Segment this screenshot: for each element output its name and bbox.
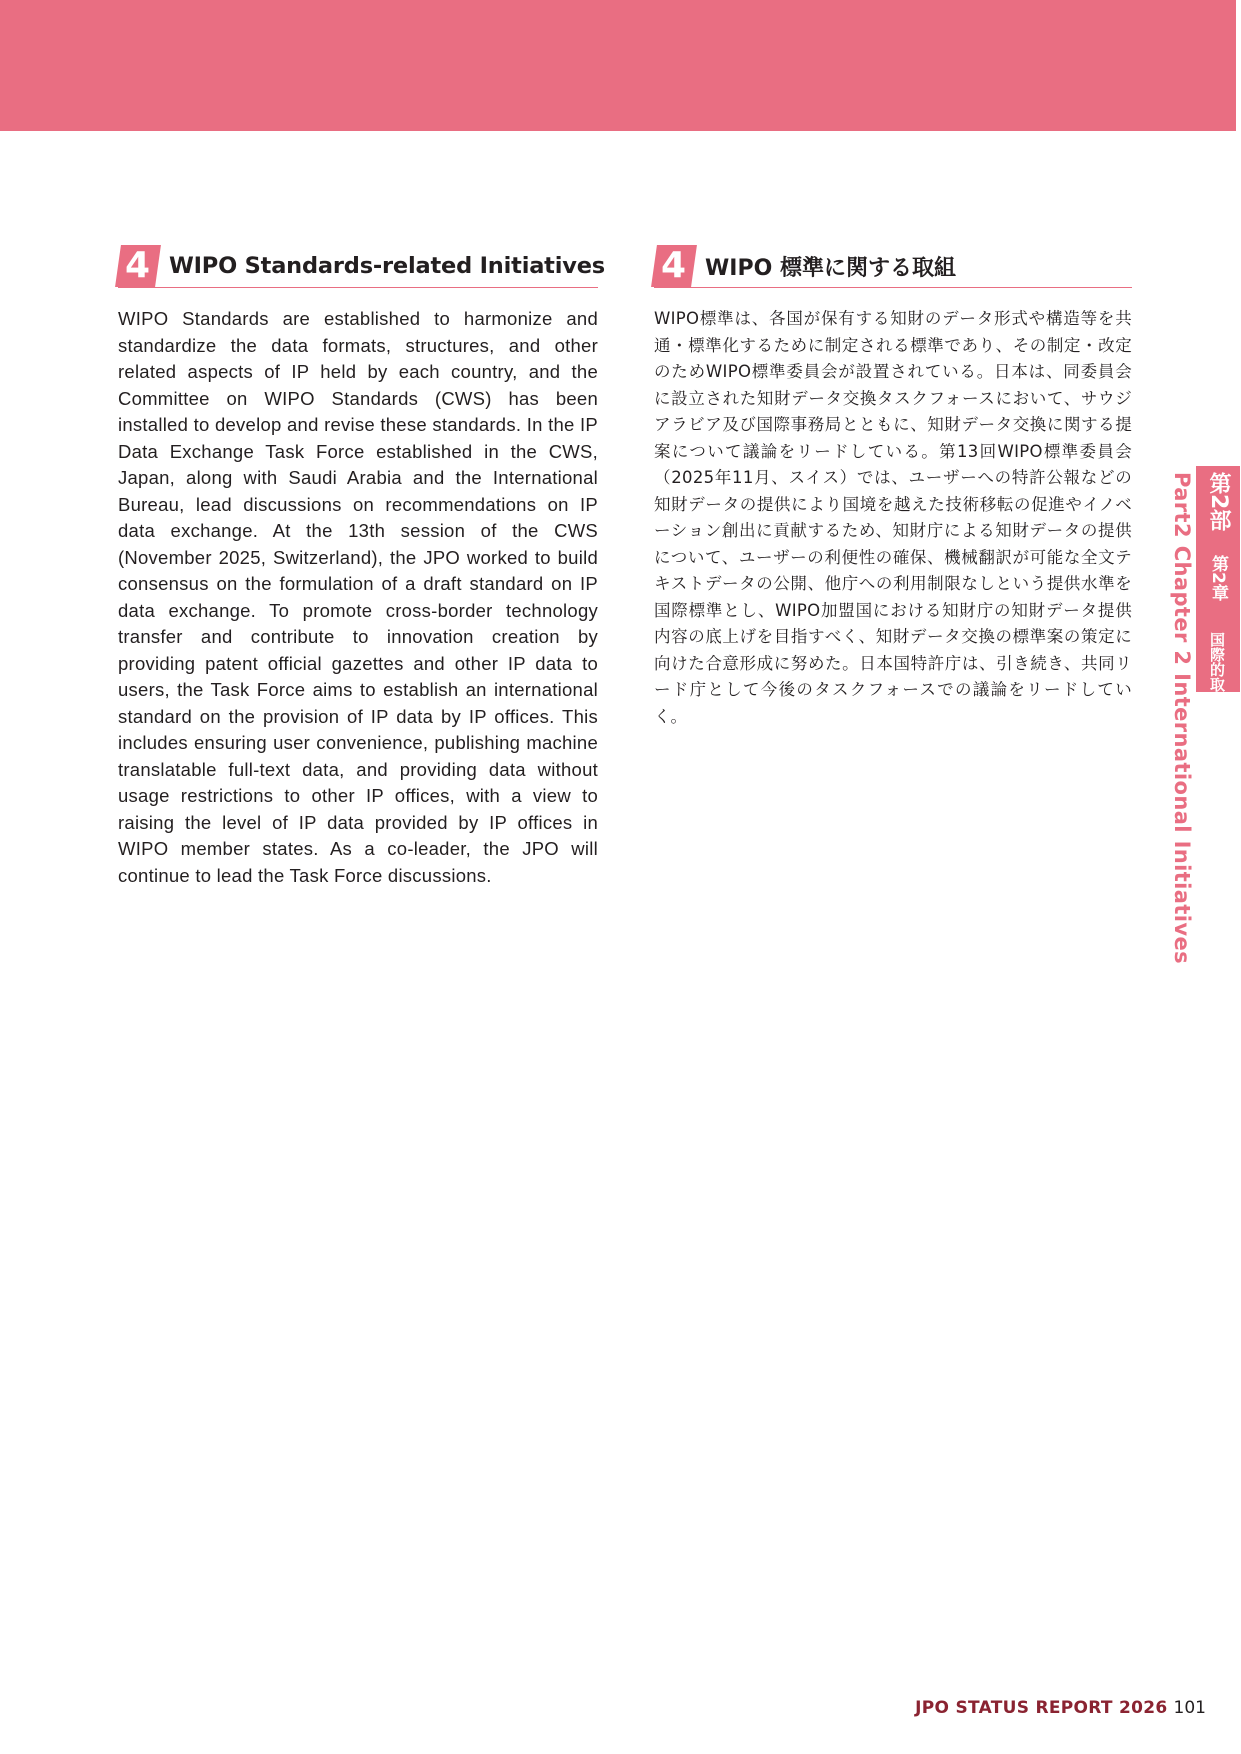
section-title-ja: WIPO 標準に関する取組 — [705, 255, 956, 281]
section-number: 4 — [125, 245, 151, 286]
section-number-ja: 4 — [661, 245, 687, 286]
section-title: WIPO Standards-related Initiatives — [169, 253, 605, 279]
section-number-badge-ja — [651, 245, 697, 287]
report-title: JPO STATUS REPORT 2026 — [915, 1698, 1168, 1718]
section-number-badge — [115, 245, 161, 287]
page-number: 101 — [1173, 1698, 1206, 1718]
section-japanese — [654, 245, 1132, 730]
header-band — [0, 0, 1236, 131]
section-heading — [118, 245, 605, 288]
side-tab-chapter-jp: 第2章 — [1208, 555, 1228, 601]
side-tab-part-jp: 第2部 — [1206, 472, 1231, 532]
page-footer — [915, 1698, 1206, 1718]
side-chapter-label-en: Part2 Chapter 2 International Initiatives — [1170, 472, 1194, 965]
side-tab-topic-jp: 国際的取組 — [1208, 632, 1226, 707]
section-heading-ja — [654, 245, 1132, 288]
section-english — [118, 245, 605, 889]
section-body-ja: WIPO標準は、各国が保有する知財のデータ形式や構造等を共通・標準化するために制定される標準であり、その制定・改定のためWIPO標準委員会が設置されている。日本は、同委員会に設立された知財データ交換タスクフォースにおいて、サウジアラビア及び国際事務局とともに、知財データ交換に関する提案について議論をリードしている。第13回WIPO標準委員会（2025年11月、スイス）では、ユーザーへの特許公報などの知財データの提供により国境を越えた技術移転の促進やイノベーション創出に貢献するため、知財庁による知財データの提供について、ユーザーの利便性の確保、機械翻訳が可能な全文テキストデータの公開、他庁への利用制限なしという提供水準を国際標準とし、WIPO加盟国における知財庁の知財データ提供内容の底上げを目指すべく、知財データ交換の標準案の策定に向けた合意形成に努めた。日本国特許庁は、引き続き、共同リード庁として今後のタスクフォースでの議論をリードしていく。 — [654, 309, 1132, 726]
section-body: WIPO Standards are established to harmonize and standardize the data formats, structures, and other related aspects of IP held by each country, and the Committee on WIPO Standards (CWS) has been installed to develop and revise these standards. In the IP Data Exchange Task Force established in the CWS, Japan, along with Saudi Arabia and the International Bureau, lead discussions on recommendations on IP data exchange. At the 13th session of the CWS (November 2025, Switzerland), the JPO worked to build consensus on the formulation of a draft standard on IP data exchange. To promote cross-border technology transfer and contribute to innovation creation by providing patent official gazettes and other IP data to users, the Task Force aims to establish an international standard on the provision of IP data by IP offices. This includes ensuring user convenience, publishing machine translatable full-text data, and providing data without usage restrictions to other IP offices, with a view to raising the level of IP data provided by IP offices in WIPO member states. As a co-leader, the JPO will continue to lead the Task Force discussions. — [118, 308, 598, 886]
